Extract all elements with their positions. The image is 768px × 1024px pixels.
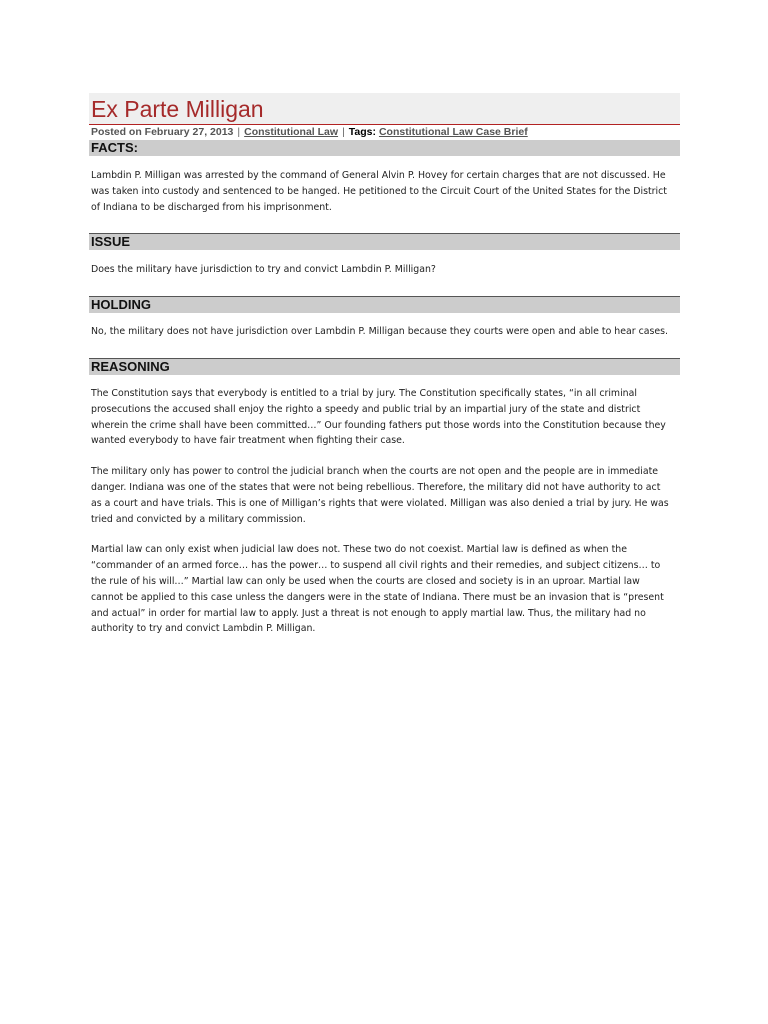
section-heading-holding: HOLDING	[89, 296, 680, 313]
reasoning-paragraph: The military only has power to control the judicial branch when the courts are not open and the people are in immediate danger. Indiana was one of the states that were not being rebellious. Therefore, the military did not have authority to act as a court and have trials. This is one of Milligan’s rights that were violated. Milligan was also denied a trial by jury. He was tried and convicted by a military commission.	[91, 466, 669, 525]
post-meta	[89, 125, 680, 140]
page-title: Ex Parte Milligan	[91, 96, 264, 122]
reasoning-paragraph: Martial law can only exist when judicial law does not. These two do not coexist. Martial law is defined as when the “commander of an armed force… has the power… to suspend all civil rights and their remedies, and subject citizens… to the rule of his will…” Martial law can only be used when the courts are closed and society is in an uproar. Martial law cannot be applied to this case unless the dangers were in the state of Indiana. There must be an invasion that is “present and actual” in order for martial law to apply. Just a threat is not enough to apply martial law. Thus, the military had no authority to try and convict Lambdin P. Milligan.	[91, 544, 664, 635]
reasoning-paragraph: The Constitution says that everybody is entitled to a trial by jury. The Constitution specifically states, “in all criminal prosecutions the accused shall enjoy the righto a speedy and public trial by an impartial jury of the state and district wherein the crime shall have been committed…” Our founding fathers put those words into the Constitution because they wanted everybody to have fair treatment when fighting their case.	[91, 387, 666, 447]
facts-paragraph: Lambdin P. Milligan was arrested by the command of General Alvin P. Hovey for certain charges that are not discussed. He was taken into custody and sentenced to be hanged. He petitioned to the Circuit Court of the United States for the District of Indiana to be discharged from his imprisonment.	[91, 170, 667, 213]
issue-paragraph: Does the military have jurisdiction to try and convict Lambdin P. Milligan?	[91, 264, 436, 276]
category-link[interactable]: Constitutional Law	[244, 126, 339, 138]
posted-date: Posted on February 27, 2013	[91, 126, 234, 138]
section-heading-facts: FACTS:	[89, 140, 680, 156]
section-heading-reasoning: REASONING	[89, 358, 680, 375]
meta-separator: |	[342, 126, 345, 138]
meta-separator: |	[237, 126, 241, 138]
case-brief	[89, 93, 680, 637]
section-heading-issue: ISSUE	[89, 233, 680, 250]
title-bar	[89, 93, 680, 125]
holding-paragraph: No, the military does not have jurisdiction over Lambdin P. Milligan because they courts were open and able to hear cases.	[91, 326, 668, 338]
tags-label: Tags:	[348, 126, 377, 138]
tag-link[interactable]: Constitutional Law Case Brief	[378, 126, 528, 138]
